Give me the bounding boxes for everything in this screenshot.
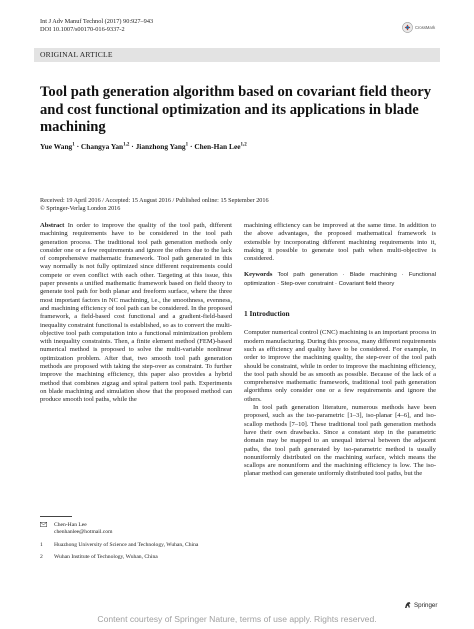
abstract-continuation: machining efficiency can be improved at the same time. In addition to the above advantages, the proposed mathematical framework is extensible by incorporating different machining requirements into it, making it possible to generate tool path when multi-objective is considered. [244,222,436,263]
envelope-icon [40,522,48,537]
courtesy-notice: Content courtesy of Springer Nature, terms of use apply. Rights reserved. [97,614,377,624]
author-list: Yue Wang$^1$ · Changya Yan$^{1,2}$ · Jianzhong Yang$^1$ · Chen-Han Lee$^{1,2}$ [40,142,247,151]
affiliation-mark: 2 [40,554,43,561]
journal-citation [40,18,153,34]
crossmark-icon [402,22,413,33]
left-column [40,222,232,405]
footnote-divider [40,516,72,517]
abstract-label: Abstract [40,222,65,229]
paper-title: Tool path generation algorithm based on covariant field theory and cost functional optimization and its applications in blade machining [40,84,432,135]
corresponding-name: Chen-Han Lee [54,522,87,528]
author-name[interactable]: Chen-Han Lee [194,142,241,151]
corresponding-author [40,522,232,537]
author-name[interactable]: Jianzhong Yang [135,142,186,151]
affiliation-footnote [40,542,232,549]
doi-line: DOI 10.1007/s00170-016-9337-2 [40,26,125,33]
corresponding-email[interactable]: chenhanlee@hotmail.com [54,529,113,536]
affiliation-text: Wuhan Institute of Technology, Wuhan, China [54,554,158,561]
right-column [244,222,436,479]
keywords-label: Keywords [244,271,273,279]
author-affiliation-mark: 1,2 [123,142,130,148]
keywords-block [244,271,436,288]
author-affiliation-mark: 1,2 [240,142,247,148]
history-line: Received: 19 April 2016 / Accepted: 15 August 2016 / Published online: 15 September 2016 [40,197,269,204]
section-heading-introduction: 1 Introduction [244,309,290,319]
publisher-mark [404,601,437,609]
footnotes [40,522,232,567]
author-affiliation-mark: 1 [185,142,189,148]
publication-dates [40,197,440,213]
keywords-list: Tool path generation · Blade machining · Functional optimization · Step-over constraint · Covariant field theory [244,272,436,287]
copyright-line: © Springer-Verlag London 2016 [40,205,121,212]
author-name[interactable]: Yue Wang [40,142,73,151]
affiliation-text: Huazhong University of Science and Technology, Wuhan, China [54,541,199,548]
intro-paragraph: Computer numerical control (CNC) machining is an important process in modern manufacturing. During this process, many different requirements such as efficiency and quality have to be considered. For example, in order to improve the machining quality, the step-over of the tool path should be constraint, while in order to improve the machining efficiency, the tool path should be as smooth as possible. Because of the lack of a comprehensive mathematic framework, traditional tool path generation algorithms only consider one or a few requirements and ignore the others. [244,329,436,403]
affiliation-footnote [40,554,232,561]
crossmark-label: CrossMark [415,25,436,30]
springer-horse-icon [404,601,412,609]
author-name[interactable]: Changya Yan [80,142,124,151]
author-affiliation-mark: 1 [72,142,75,148]
affiliation-mark: 1 [40,541,43,548]
intro-paragraph: In tool path generation literature, numerous methods have been proposed, such as the iso-parametric [1–3], iso-planar [4–6], and iso-scallop methods [7–10]. These traditional tool path generation methods have their own drawbacks. Since a constant step in the parametric domain may be mapped to an unequal interval between the adjacent paths, the tool path generated by iso-parametric method is usually nonuniformly distributed on the machining surface, which means the scallops are nonuniform and the machining efficiency is low. The iso-planar method can generate uniformly distributed tool paths, but the [244,404,436,478]
publisher-name: Springer [414,601,438,609]
abstract-paragraph [40,222,232,405]
abstract-text: In order to improve the quality of the tool path, different machining requirements have to be considered in the tool path generation process. The traditional tool path generation methods only consider one or a few requirements and ignore the others due to the lack of comprehensive mathematic framework. Tool path generated in this way normally is not fully optimized since different requirements could compete or even conflict with each other. Targeting at this issue, this paper presents a unified mathematic framework based on field theory to generate tool path for both planar and freeform surface, where the three most important factors in NC machining, i.e., the smoothness, evenness, and machining efficiency of tool path can be considered. In the proposed framework, a field-based cost functional and a gradient-field-based inequality constraint functional is established, so as to convert the multi-objective tool path computation into a functional minimization problem with inequality constraints. Then, a finite element method (FEM)-based numerical method is proposed to solve the multi-variable nonlinear optimization problem. After that, two smooth tool path generation methods are proposed with taking the step-over as constraint. To further improve the machining efficiency, this paper also provides a hybrid method that combines zigzag and spiral pattern tool path. Experiments on blade machining and simulation show that the proposed method can produce smooth tool paths, while the [40,222,232,404]
article-type: ORIGINAL ARTICLE [40,50,113,59]
crossmark-badge[interactable] [402,22,435,33]
corresponding-details [54,522,112,537]
journal-line: Int J Adv Manuf Technol (2017) 90:927–943 [40,18,154,25]
